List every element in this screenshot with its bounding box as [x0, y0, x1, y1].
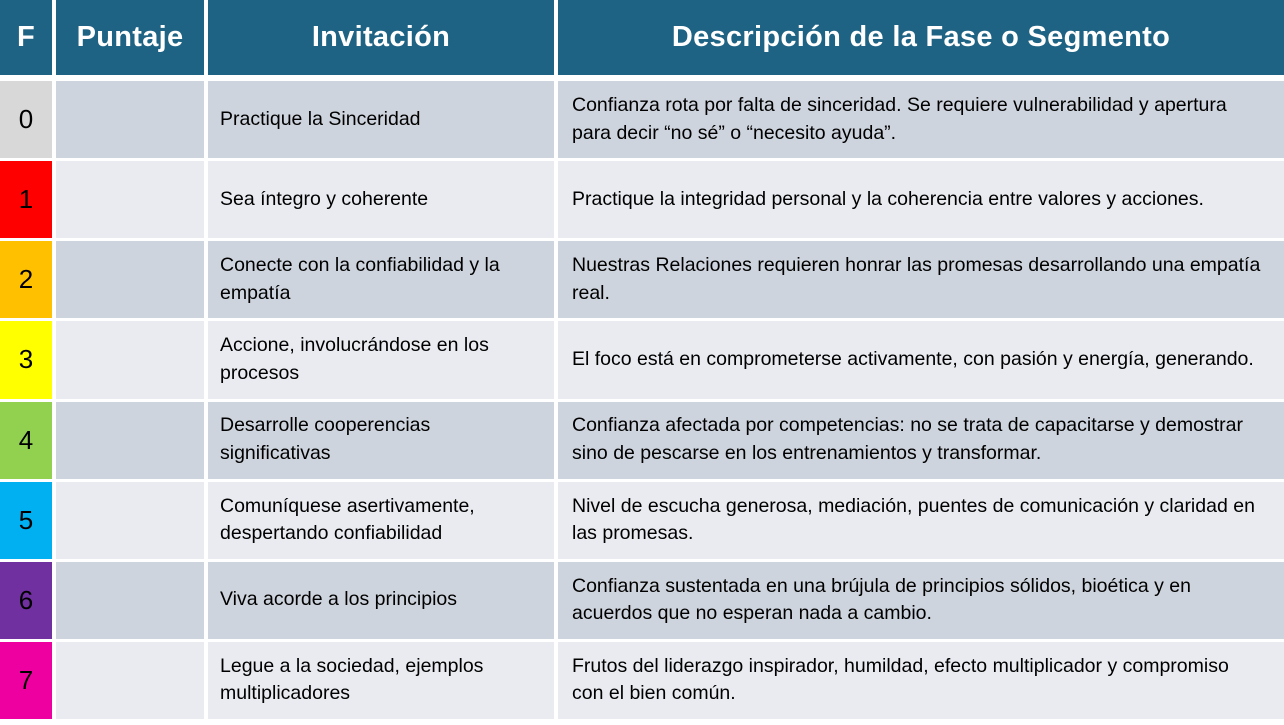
phase-number-cell-6: 6	[0, 562, 52, 639]
puntaje-cell-3	[56, 321, 204, 398]
header-cell-puntaje: Puntaje	[56, 0, 204, 75]
puntaje-cell-5	[56, 482, 204, 559]
invitacion-cell-3: Accione, involucrándose en los procesos	[208, 321, 554, 398]
header-cell-descripcion: Descripción de la Fase o Segmento	[558, 0, 1284, 75]
header-cell-invitacion: Invitación	[208, 0, 554, 75]
phase-number-cell-5: 5	[0, 482, 52, 559]
phase-number-cell-7: 7	[0, 642, 52, 719]
puntaje-cell-4	[56, 402, 204, 479]
table-header-row	[0, 0, 1284, 75]
puntaje-cell-6	[56, 562, 204, 639]
descripcion-cell-3: El foco está en comprometerse activamente, con pasión y energía, generando.	[558, 321, 1284, 398]
puntaje-cell-1	[56, 161, 204, 238]
descripcion-cell-4: Confianza afectada por competencias: no se trata de capacitarse y demostrar sino de pescarse en los entrenamientos y transformar.	[558, 402, 1284, 479]
descripcion-cell-5: Nivel de escucha generosa, mediación, puentes de comunicación y claridad en las promesas.	[558, 482, 1284, 559]
invitacion-cell-4: Desarrolle cooperencias significativas	[208, 402, 554, 479]
descripcion-cell-6: Confianza sustentada en una brújula de principios sólidos, bioética y en acuerdos que no esperan nada a cambio.	[558, 562, 1284, 639]
descripcion-cell-2: Nuestras Relaciones requieren honrar las promesas desarrollando una empatía real.	[558, 241, 1284, 318]
puntaje-cell-2	[56, 241, 204, 318]
invitacion-cell-7: Legue a la sociedad, ejemplos multiplicadores	[208, 642, 554, 719]
phase-number-cell-4: 4	[0, 402, 52, 479]
puntaje-cell-0	[56, 81, 204, 158]
invitacion-cell-2: Conecte con la confiabilidad y la empatía	[208, 241, 554, 318]
invitacion-cell-5: Comuníquese asertivamente, despertando confiabilidad	[208, 482, 554, 559]
header-cell-f: F	[0, 0, 52, 75]
phase-number-cell-1: 1	[0, 161, 52, 238]
invitacion-cell-0: Practique la Sinceridad	[208, 81, 554, 158]
descripcion-cell-1: Practique la integridad personal y la coherencia entre valores y acciones.	[558, 161, 1284, 238]
phase-number-cell-3: 3	[0, 321, 52, 398]
descripcion-cell-0: Confianza rota por falta de sinceridad. Se requiere vulnerabilidad y apertura para decir “no sé” o “necesito ayuda”.	[558, 81, 1284, 158]
phase-number-cell-0: 0	[0, 81, 52, 158]
descripcion-cell-7: Frutos del liderazgo inspirador, humildad, efecto multiplicador y compromiso con el bien común.	[558, 642, 1284, 719]
phase-number-cell-2: 2	[0, 241, 52, 318]
invitacion-cell-6: Viva acorde a los principios	[208, 562, 554, 639]
invitacion-cell-1: Sea íntegro y coherente	[208, 161, 554, 238]
table-body	[0, 81, 1284, 719]
puntaje-cell-7	[56, 642, 204, 719]
